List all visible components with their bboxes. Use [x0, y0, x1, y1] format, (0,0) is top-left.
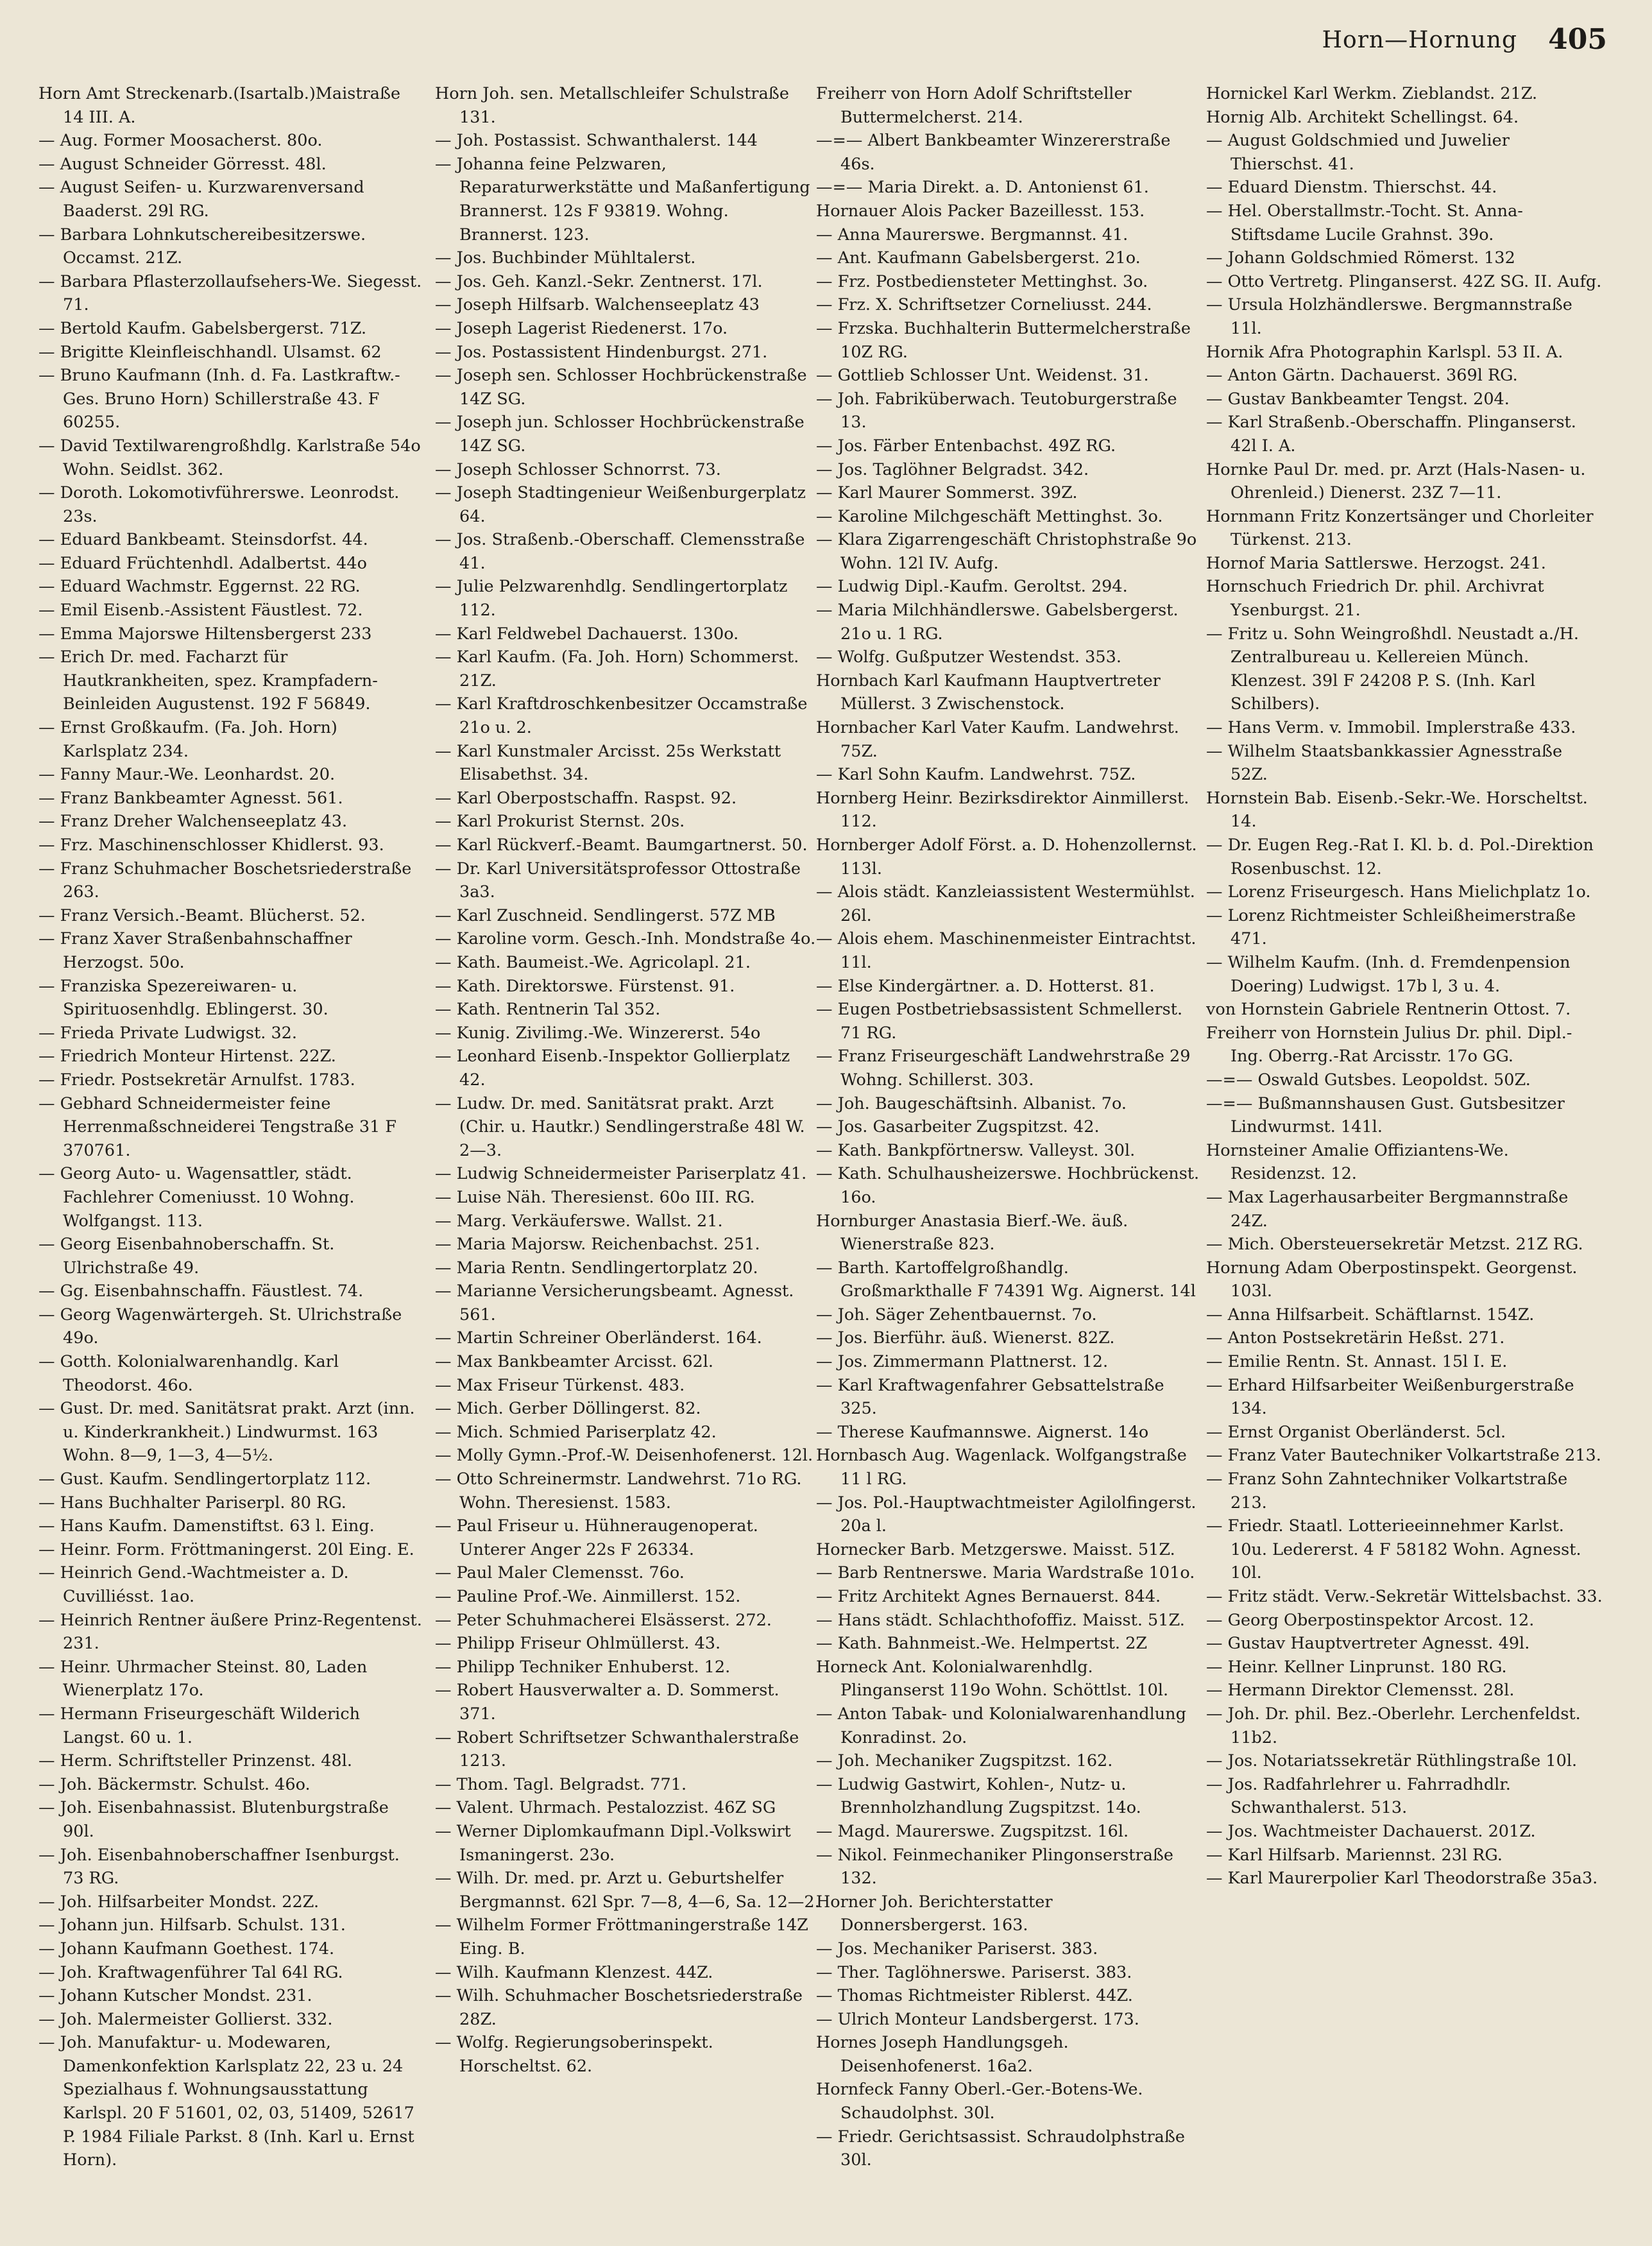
directory-entry: — Friedr. Staatl. Lotterieeinnehmer Karlst. 10u. Ledererst. 4 F 58182 Wohn. Agnesst. 10l. [1206, 1516, 1581, 1583]
directory-entry: Horner Joh. Berichterstatter Donnersbergerst. 163. [816, 1892, 1053, 1935]
directory-entry: — Paul Friseur u. Hühneraugenoperat. Unterer Anger 22s F 26334. [435, 1516, 758, 1559]
directory-entry: — Karl Maurerpolier Karl Theodorstraße 35a3. [1206, 1869, 1598, 1889]
directory-entry: — August Seifen- u. Kurzwarenversand Baaderst. 29l RG. [38, 178, 364, 221]
directory-entry: — Fritz Architekt Agnes Bernauerst. 844. [816, 1587, 1161, 1606]
directory-entry: — Jos. Färber Entenbachst. 49Z RG. [816, 436, 1116, 456]
directory-entry: Hornberg Heinr. Bezirksdirektor Ainmillerst. 112. [816, 788, 1189, 832]
directory-entry: — Joh. Kraftwagenführer Tal 64l RG. [38, 1962, 343, 1982]
directory-entry: — Jos. Mechaniker Pariserst. 383. [816, 1939, 1098, 1959]
directory-entry: — Gottlieb Schlosser Unt. Weidenst. 31. [816, 366, 1149, 386]
column-2 [435, 82, 820, 2219]
directory-entry: — Erhard Hilfsarbeiter Weißenburgerstraße 134. [1206, 1375, 1574, 1419]
directory-entry: — Klara Zigarrengeschäft Christophstraße 9o Wohn. 12l IV. Aufg. [816, 530, 1197, 573]
directory-entry: Hornauer Alois Packer Bazeillesst. 153. [816, 201, 1145, 221]
directory-entry: — Georg Auto- u. Wagensattler, städt. Fachlehrer Comeniusst. 10 Wohng. Wolfgangst. 113. [38, 1164, 355, 1231]
directory-entry: — Karl Sohn Kaufm. Landwehrst. 75Z. [816, 765, 1136, 785]
directory-entry: — Gust. Dr. med. Sanitätsrat prakt. Arzt (inn. u. Kinderkrankheit.) Lindwurmst. 163 Wohn. 8—9, 1—3, 4—5½. [38, 1399, 415, 1466]
directory-entry: — Dr. Karl Universitätsprofessor Ottostraße 3a3. [435, 859, 801, 902]
column-4 [1206, 82, 1604, 2219]
page-number: 405 [1548, 23, 1607, 56]
directory-entry: — Peter Schuhmacherei Elsässerst. 272. [435, 1610, 772, 1630]
directory-entry: — Pauline Prof.-We. Ainmillerst. 152. [435, 1587, 741, 1606]
directory-entry: — Lorenz Richtmeister Schleißheimerstraße 471. [1206, 905, 1576, 949]
directory-entry: — Karl Prokurist Sternst. 20s. [435, 812, 685, 832]
directory-entry: — August Schneider Görresst. 48l. [38, 154, 327, 174]
directory-entry: — Ludwig Schneidermeister Pariserplatz 41. [435, 1164, 807, 1184]
directory-entry: — Herm. Schriftsteller Prinzenst. 48l. [38, 1751, 352, 1771]
directory-entry: — Jos. Bierführ. äuß. Wienerst. 82Z. [816, 1328, 1115, 1348]
directory-entry: — Johann Kaufmann Goethest. 174. [38, 1939, 335, 1959]
directory-entry: — Alois städt. Kanzleiassistent Westermühlst. 26l. [816, 882, 1195, 925]
column-3 [816, 82, 1201, 2219]
directory-entry: — Martin Schreiner Oberländerst. 164. [435, 1328, 762, 1348]
directory-entry: — Hermann Direktor Clemensst. 28l. [1206, 1681, 1515, 1701]
directory-entry: —=— Oswald Gutsbes. Leopoldst. 50Z. [1206, 1070, 1531, 1090]
directory-entry: — Emilie Rentn. St. Annast. 15l I. E. [1206, 1352, 1508, 1372]
directory-entry: — Kath. Baumeist.-We. Agricolapl. 21. [435, 952, 751, 972]
directory-entry: — Kath. Bahnmeist.-We. Helmpertst. 2Z [816, 1634, 1148, 1654]
directory-entry: — Friedr. Gerichtsassist. Schraudolphstraße 30l. [816, 2127, 1185, 2170]
directory-entry: — Heinrich Gend.-Wachtmeister a. D. Cuvilliésst. 1ao. [38, 1563, 349, 1606]
directory-entry: — Georg Oberpostinspektor Arcost. 12. [1206, 1610, 1535, 1630]
directory-entry: — Hel. Oberstallmstr.-Tocht. St. Anna-Stiftsdame Lucile Grahnst. 39o. [1206, 201, 1523, 244]
directory-entry: — Kath. Bankpförtnersw. Valleyst. 30l. [816, 1140, 1136, 1160]
directory-entry: — Anna Maurerswe. Bergmannst. 41. [816, 225, 1128, 244]
directory-entry: — Else Kindergärtner. a. D. Hotterst. 81. [816, 976, 1155, 996]
directory-entry: — Frz. X. Schriftsetzer Corneliusst. 244. [816, 295, 1152, 315]
directory-entry: — Wolfg. Regierungsoberinspekt. Horscheltst. 62. [435, 2033, 713, 2076]
directory-entry: — Joh. Dr. phil. Bez.-Oberlehr. Lerchenfeldst. 11b2. [1206, 1704, 1581, 1747]
directory-entry: — Bertold Kaufm. Gabelsbergerst. 71Z. [38, 318, 367, 338]
directory-entry: — Karl Oberpostschaffn. Raspst. 92. [435, 788, 737, 808]
directory-entry: — Maria Milchhändlerswe. Gabelsbergerst. 21o u. 1 RG. [816, 601, 1179, 644]
directory-entry: — Wilhelm Staatsbankkassier Agnesstraße 52Z. [1206, 741, 1563, 785]
directory-entry: — Anton Postsekretärin Heßst. 271. [1206, 1328, 1505, 1348]
directory-entry: — Franz Dreher Walchenseeplatz 43. [38, 812, 348, 832]
directory-entry: — Wilhelm Kaufm. (Inh. d. Fremdenpension Doering) Ludwigst. 17b l, 3 u. 4. [1206, 952, 1571, 996]
directory-entry: — Johann Goldschmied Römerst. 132 [1206, 248, 1515, 268]
running-header: Horn—Hornung [1322, 27, 1517, 53]
directory-entry: — Mich. Gerber Döllingerst. 82. [435, 1399, 701, 1419]
directory-entry: — Mich. Obersteuersekretär Metzst. 21Z RG. [1206, 1235, 1583, 1255]
directory-entry: — Erich Dr. med. Facharzt für Hautkrankheiten, spez. Krampfadern-Beinleiden Augustenst. 192 F 56849. [38, 647, 378, 714]
directory-entry: — Ther. Taglöhnerswe. Pariserst. 383. [816, 1962, 1132, 1982]
directory-entry: — Jos. Postassistent Hindenburgst. 271. [435, 342, 768, 362]
directory-entry: — Wilh. Kaufmann Klenzest. 44Z. [435, 1962, 713, 1982]
directory-entry: — Friedr. Postsekretär Arnulfst. 1783. [38, 1070, 355, 1090]
directory-entry: — Franz Schuhmacher Boschetsriederstraße 263. [38, 859, 412, 902]
directory-entry: — Magd. Maurerswe. Zugspitzst. 16l. [816, 1821, 1129, 1841]
directory-entry: — Gustav Hauptvertreter Agnesst. 49l. [1206, 1634, 1530, 1654]
directory-entry: — Kath. Rentnerin Tal 352. [435, 1000, 661, 1020]
directory-entry: — Wilh. Dr. med. pr. Arzt u. Geburtshelfer Bergmannst. 62l Spr. 7—8, 4—6, Sa. 12—2. [435, 1869, 820, 1912]
directory-entry: Hornbach Karl Kaufmann Hauptvertreter Müllerst. 3 Zwischenstock. [816, 671, 1161, 714]
directory-entry: Hornof Maria Sattlerswe. Herzogst. 241. [1206, 553, 1546, 573]
directory-entry: — Ludwig Gastwirt, Kohlen-, Nutz- u. Brennholzhandlung Zugspitzst. 14o. [816, 1774, 1141, 1818]
directory-entry: — Gotth. Kolonialwarenhandlg. Karl Theodorst. 46o. [38, 1352, 339, 1395]
directory-entry: — Eduard Dienstm. Thierschst. 44. [1206, 178, 1497, 198]
directory-entry: — Joh. Säger Zehentbauernst. 7o. [816, 1305, 1097, 1324]
directory-entry: — Otto Schreinermstr. Landwehrst. 71o RG. Wohn. Theresienst. 1583. [435, 1470, 802, 1513]
directory-entry: — Paul Maler Clemensst. 76o. [435, 1563, 685, 1583]
directory-entry: Hornickel Karl Werkm. Zieblandst. 21Z. [1206, 84, 1538, 103]
directory-entry: Hornberger Adolf Först. a. D. Hohenzollernst. 113l. [816, 836, 1197, 879]
directory-entry: — Anna Hilfsarbeit. Schäftlarnst. 154Z. [1206, 1305, 1535, 1324]
directory-entry: — Brigitte Kleinfleischhandl. Ulsamst. 62 [38, 342, 382, 362]
directory-entry: — Jos. Taglöhner Belgradst. 342. [816, 459, 1089, 479]
directory-entry: — Therese Kaufmannswe. Aignerst. 14o [816, 1422, 1149, 1442]
directory-entry: — Barth. Kartoffelgroßhandlg. Großmarkthalle F 74391 Wg. Aignerst. 14l [816, 1258, 1196, 1301]
directory-entry: — Joseph Stadtingenieur Weißenburgerplatz 64. [435, 483, 806, 526]
directory-entry: — Joh. Hilfsarbeiter Mondst. 22Z. [38, 1892, 319, 1912]
directory-entry: Hornburger Anastasia Bierf.-We. äuß. Wienerstraße 823. [816, 1211, 1128, 1255]
directory-entry: — Joh. Eisenbahnoberschaffner Isenburgst. 73 RG. [38, 1845, 400, 1889]
directory-entry: — Wilh. Schuhmacher Boschetsriederstraße 28Z. [435, 1986, 803, 2029]
directory-entry: Hornik Afra Photographin Karlspl. 53 II. A. [1206, 342, 1563, 362]
directory-entry: — Otto Vertretg. Plinganserst. 42Z SG. II. Aufg. [1206, 271, 1602, 291]
directory-entry: — Karl Zuschneid. Sendlingerst. 57Z MB [435, 905, 776, 925]
directory-entry: — Johanna feine Pelzwaren, Reparaturwerkstätte und Maßanfertigung Brannerst. 12s F 93819. Wohng. Brannerst. 123. [435, 154, 810, 244]
directory-entry: — Leonhard Eisenb.-Inspektor Gollierplatz 42. [435, 1047, 790, 1090]
directory-entry: — Johann Kutscher Mondst. 231. [38, 1986, 312, 2006]
directory-entry: — Maria Rentn. Sendlingertorplatz 20. [435, 1258, 758, 1278]
directory-entry: — Kunig. Zivilimg.-We. Winzererst. 54o [435, 1023, 761, 1043]
directory-entry: — Molly Gymn.-Prof.-W. Deisenhofenerst. 12l. [435, 1446, 813, 1466]
directory-entry: — Ernst Großkaufm. (Fa. Joh. Horn) Karlsplatz 234. [38, 718, 337, 761]
directory-entry: — Frzska. Buchhalterin Buttermelcherstraße 10Z RG. [816, 318, 1191, 362]
directory-entry: — Karl Kraftwagenfahrer Gebsattelstraße 325. [816, 1375, 1164, 1419]
directory-entry: — Johann jun. Hilfsarb. Schulst. 131. [38, 1916, 346, 1935]
directory-entry: — Wilhelm Former Fröttmaningerstraße 14Z Eing. B. [435, 1916, 808, 1959]
directory-entry: — Ulrich Monteur Landsbergerst. 173. [816, 2009, 1139, 2029]
directory-entry: —=— Albert Bankbeamter Winzererstraße 46s. [816, 131, 1171, 174]
directory-entry: — Karoline vorm. Gesch.-Inh. Mondstraße 4o. [435, 929, 816, 949]
directory-entry: — Gust. Kaufm. Sendlingertorplatz 112. [38, 1470, 371, 1489]
directory-entry: Hornsteiner Amalie Offiziantens-We. Residenzst. 12. [1206, 1140, 1509, 1184]
directory-entry: — Fanny Maur.-We. Leonhardst. 20. [38, 765, 336, 785]
directory-entry: — Joh. Postassist. Schwanthalerst. 144 [435, 131, 758, 151]
directory-entry: — Julie Pelzwarenhdlg. Sendlingertorplatz 112. [435, 577, 788, 621]
directory-entry: — Gebhard Schneidermeister feine Herrenmaßschneiderei Tengstraße 31 F 370761. [38, 1093, 397, 1160]
directory-entry: — Wolfg. Gußputzer Westendst. 353. [816, 647, 1121, 667]
directory-entry: — Mich. Schmied Pariserplatz 42. [435, 1422, 717, 1442]
directory-entry: Hornbasch Aug. Wagenlack. Wolfgangstraße 11 l RG. [816, 1446, 1187, 1489]
directory-entry: — Frz. Maschinenschlosser Khidlerst. 93. [38, 836, 384, 855]
directory-entry: — Joseph Schlosser Schnorrst. 73. [435, 459, 721, 479]
directory-entry: — Fritz städt. Verw.-Sekretär Wittelsbachst. 33. [1206, 1587, 1603, 1606]
directory-entry: — Valent. Uhrmach. Pestalozzist. 46Z SG [435, 1798, 776, 1818]
directory-entry: — Hans Kaufm. Damenstiftst. 63 l. Eing. [38, 1516, 375, 1536]
directory-entry: — Gg. Eisenbahnschaffn. Fäustlest. 74. [38, 1282, 364, 1301]
directory-entry: Hornung Adam Oberpostinspekt. Georgenst. 103l. [1206, 1258, 1578, 1301]
directory-entry: — Georg Eisenbahnoberschaffn. St. Ulrichstraße 49. [38, 1235, 335, 1278]
directory-entry: — Ant. Kaufmann Gabelsbergerst. 21o. [816, 248, 1141, 268]
directory-entry: — Franziska Spezereiwaren- u. Spirituosenhdlg. Eblingerst. 30. [38, 976, 328, 1020]
directory-entry: Freiherr von Horn Adolf Schriftsteller Buttermelcherst. 214. [816, 84, 1132, 127]
directory-entry: — Karl Rückverf.-Beamt. Baumgartnerst. 50. [435, 836, 808, 855]
directory-entry: — Karl Kraftdroschkenbesitzer Occamstraße 21o u. 2. [435, 694, 808, 738]
directory-entry: — David Textilwarengroßhdlg. Karlstraße 54o Wohn. Seidlst. 362. [38, 436, 421, 479]
directory-entry: — Ludwig Dipl.-Kaufm. Geroltst. 294. [816, 577, 1128, 597]
directory-entry: — Joh. Manufaktur- u. Modewaren, Damenkonfektion Karlsplatz 22, 23 u. 24 Spezialhaus f. Wohnungsausstattung Karlspl. 20 F 51601, 02, 03, 51409, 52617 P. 1984 Filiale Parkst. 8 (Inh. Karl u. Ernst Horn). [38, 2033, 414, 2170]
directory-entry: — Hans Buchhalter Pariserpl. 80 RG. [38, 1493, 346, 1513]
directory-entry: — Maria Majorsw. Reichenbachst. 251. [435, 1235, 760, 1255]
directory-entry: —=— Bußmannshausen Gust. Gutsbesitzer Lindwurmst. 141l. [1206, 1093, 1565, 1137]
directory-entry: — Doroth. Lokomotivführerswe. Leonrodst. 23s. [38, 483, 400, 526]
directory-entry: — Joseph Lagerist Riedenerst. 17o. [435, 318, 728, 338]
directory-entry: — Franz Bankbeamter Agnesst. 561. [38, 788, 343, 808]
directory-entry: — Karoline Milchgeschäft Mettinghst. 3o. [816, 506, 1163, 526]
directory-entry: — Heinr. Form. Fröttmaningerst. 20l Eing. E. [38, 1539, 414, 1559]
directory-entry: — Alois ehem. Maschinenmeister Eintrachtst. 11l. [816, 929, 1196, 972]
directory-entry: — Franz Friseurgeschäft Landwehrstraße 29 Wohng. Schillerst. 303. [816, 1047, 1191, 1090]
directory-entry: — Frz. Postbediensteter Mettinghst. 3o. [816, 271, 1148, 291]
directory-entry: — Joh. Bäckermstr. Schulst. 46o. [38, 1774, 311, 1794]
directory-entry: — Jos. Radfahrlehrer u. Fahrradhdlr. Schwanthalerst. 513. [1206, 1774, 1511, 1818]
directory-entry: — Barbara Pflasterzollaufsehers-We. Siegesst. 71. [38, 271, 422, 315]
directory-entry: — Heinr. Uhrmacher Steinst. 80, Laden Wienerplatz 17o. [38, 1657, 368, 1701]
directory-entry: — Ludw. Dr. med. Sanitätsrat prakt. Arzt (Chir. u. Hautkr.) Sendlingerstraße 48l W. 2—3. [435, 1093, 805, 1160]
directory-entry: — Philipp Friseur Ohlmüllerst. 43. [435, 1634, 721, 1654]
directory-entry: — Bruno Kaufmann (Inh. d. Fa. Lastkraftw.-Ges. Bruno Horn) Schillerstraße 43. F 60255. [38, 366, 400, 433]
directory-entry: — Emil Eisenb.-Assistent Fäustlest. 72. [38, 601, 363, 621]
directory-entry: Hornschuch Friedrich Dr. phil. Archivrat Ysenburgst. 21. [1206, 577, 1544, 621]
directory-entry: von Hornstein Gabriele Rentnerin Ottost. 7. [1206, 1000, 1571, 1020]
directory-entry: Hornes Joseph Handlungsgeh. Deisenhofenerst. 16a2. [816, 2033, 1069, 2076]
directory-entry: — Barbara Lohnkutschereibesitzerswe. Occamst. 21Z. [38, 225, 366, 268]
directory-entry: — Kath. Schulhausheizerswe. Hochbrückenst. 16o. [816, 1164, 1200, 1207]
directory-entry: — Aug. Former Moosacherst. 80o. [38, 131, 323, 151]
directory-entry: — Jos. Pol.-Hauptwachtmeister Agilolfingerst. 20a l. [816, 1493, 1196, 1536]
directory-entry: Horneck Ant. Kolonialwarenhdlg. Plinganserst 119o Wohn. Schöttlst. 10l. [816, 1657, 1169, 1701]
directory-entry: — Karl Kunstmaler Arcisst. 25s Werkstatt Elisabethst. 34. [435, 741, 781, 785]
directory-entry: — Ernst Organist Oberländerst. 5cl. [1206, 1422, 1506, 1442]
directory-entry: — Werner Diplomkaufmann Dipl.-Volkswirt Ismaningerst. 23o. [435, 1821, 791, 1865]
directory-entry: Hornbacher Karl Vater Kaufm. Landwehrst. 75Z. [816, 718, 1179, 761]
directory-entry: — Franz Vater Bautechniker Volkartstraße 213. [1206, 1446, 1601, 1466]
directory-entry: — Karl Hilfsarb. Mariennst. 23l RG. [1206, 1845, 1503, 1865]
directory-entry: — Franz Versich.-Beamt. Blücherst. 52. [38, 905, 366, 925]
directory-entry: — Ursula Holzhändlerswe. Bergmannstraße 11l. [1206, 295, 1572, 338]
directory-entry: — Joh. Fabriküberwach. Teutoburgerstraße 13. [816, 389, 1177, 433]
directory-entry: — Joh. Baugeschäftsinh. Albanist. 7o. [816, 1093, 1127, 1113]
directory-entry: — Lorenz Friseurgesch. Hans Mielichplatz 1o. [1206, 882, 1591, 902]
directory-entry: — Luise Näh. Theresienst. 60o III. RG. [435, 1187, 755, 1207]
directory-entry: — Fritz u. Sohn Weingroßhdl. Neustadt a./H. Zentralbureau u. Kellereien Münch. Klenzest. 39l F 24208 P. S. (Inh. Karl Schilbers). [1206, 624, 1579, 714]
directory-entry: — Kath. Direktorswe. Fürstenst. 91. [435, 976, 735, 996]
directory-entry: — Joseph jun. Schlosser Hochbrückenstraße 14Z SG. [435, 413, 805, 456]
directory-entry: — Thom. Tagl. Belgradst. 771. [435, 1774, 687, 1794]
directory-entry: —=— Maria Direkt. a. D. Antonienst 61. [816, 178, 1149, 198]
directory-entry: — Georg Wagenwärtergeh. St. Ulrichstraße 49o. [38, 1305, 402, 1348]
directory-entry: — Barb Rentnerswe. Maria Wardstraße 101o. [816, 1563, 1195, 1583]
directory-entry: — Karl Feldwebel Dachauerst. 130o. [435, 624, 739, 644]
directory-entry: — Eugen Postbetriebsassistent Schmellerst. 71 RG. [816, 1000, 1183, 1043]
directory-entry: — Nikol. Feinmechaniker Plingonserstraße 132. [816, 1845, 1174, 1889]
directory-entry: — Jos. Zimmermann Plattnerst. 12. [816, 1352, 1109, 1372]
directory-entry: Horn Joh. sen. Metallschleifer Schulstraße 131. [435, 84, 789, 127]
directory-entry: Hornmann Fritz Konzertsänger und Chorleiter Türkenst. 213. [1206, 506, 1594, 550]
directory-entry: — Joseph Hilfsarb. Walchenseeplatz 43 [435, 295, 760, 315]
directory-entry: — Hans städt. Schlachthofoffiz. Maisst. 51Z. [816, 1610, 1185, 1630]
directory-entry: — Gustav Bankbeamter Tengst. 204. [1206, 389, 1510, 409]
directory-entry: — Jos. Wachtmeister Dachauerst. 201Z. [1206, 1821, 1536, 1841]
directory-entry: — Eduard Bankbeamt. Steinsdorfst. 44. [38, 530, 368, 550]
directory-entry: — Anton Gärtn. Dachauerst. 369l RG. [1206, 366, 1518, 386]
directory-entry: — Max Bankbeamter Arcisst. 62l. [435, 1352, 714, 1372]
directory-entry: — Thomas Richtmeister Riblerst. 44Z. [816, 1986, 1133, 2006]
directory-entry: Freiherr von Hornstein Julius Dr. phil. Dipl.-Ing. Oberrg.-Rat Arcisstr. 17o GG. [1206, 1023, 1572, 1067]
directory-entry: — Robert Hausverwalter a. D. Sommerst. 371. [435, 1681, 779, 1724]
directory-entry: — Robert Schriftsetzer Schwanthalerstraße 1213. [435, 1727, 799, 1771]
directory-entry: — Eduard Wachmstr. Eggernst. 22 RG. [38, 577, 361, 597]
directory-entry: — Jos. Notariatssekretär Rüthlingstraße 10l. [1206, 1751, 1578, 1771]
directory-entry: — Joh. Mechaniker Zugspitzst. 162. [816, 1751, 1113, 1771]
directory-entry: — Karl Maurer Sommerst. 39Z. [816, 483, 1078, 503]
directory-entry: — Marianne Versicherungsbeamt. Agnesst. 561. [435, 1282, 794, 1324]
directory-entry: Hornstein Bab. Eisenb.-Sekr.-We. Horscheltst. 14. [1206, 788, 1588, 832]
directory-entry: — Jos. Geh. Kanzl.-Sekr. Zentnerst. 17l. [435, 271, 763, 291]
directory-entry: — Joseph sen. Schlosser Hochbrückenstraße 14Z SG. [435, 366, 807, 409]
column-1 [38, 82, 423, 2219]
directory-entry: — Marg. Verkäuferswe. Wallst. 21. [435, 1211, 723, 1231]
directory-entry: — Max Friseur Türkenst. 483. [435, 1375, 685, 1395]
directory-entry: — Hermann Friseurgeschäft Wilderich Langst. 60 u. 1. [38, 1704, 361, 1747]
directory-entry: Horn Amt Streckenarb.(Isartalb.)Maistraße 14 III. A. [38, 84, 401, 127]
directory-entry: — Hans Verm. v. Immobil. Implerstraße 433. [1206, 718, 1576, 738]
directory-entry: — Jos. Gasarbeiter Zugspitzst. 42. [816, 1117, 1100, 1137]
directory-entry: — Jos. Buchbinder Mühltalerst. [435, 248, 696, 268]
directory-entry: — Joh. Eisenbahnassist. Blutenburgstraße 90l. [38, 1798, 389, 1841]
directory-entry: — Karl Kaufm. (Fa. Joh. Horn) Schommerst. 21Z. [435, 647, 799, 690]
directory-entry: — Jos. Straßenb.-Oberschaff. Clemensstraße 41. [435, 530, 805, 573]
directory-entry: — Emma Majorswe Hiltensbergerst 233 [38, 624, 372, 644]
directory-entry: — Karl Straßenb.-Oberschaffn. Plinganserst. 42l I. A. [1206, 413, 1576, 456]
directory-entry: Hornke Paul Dr. med. pr. Arzt (Hals-Nasen- u. Ohrenleid.) Dienerst. 23Z 7—11. [1206, 459, 1586, 503]
directory-entry: Hornecker Barb. Metzgerswe. Maisst. 51Z. [816, 1539, 1175, 1559]
directory-entry: Hornig Alb. Architekt Schellingst. 64. [1206, 107, 1519, 127]
directory-entry: — August Goldschmied und Juwelier Thierschst. 41. [1206, 131, 1510, 174]
directory-entry: — Heinr. Kellner Linprunst. 180 RG. [1206, 1657, 1507, 1677]
directory-entry: — Dr. Eugen Reg.-Rat I. Kl. b. d. Pol.-Direktion Rosenbuschst. 12. [1206, 836, 1594, 879]
directory-entry: — Heinrich Rentner äußere Prinz-Regentenst. 231. [38, 1610, 422, 1654]
directory-entry: — Frieda Private Ludwigst. 32. [38, 1023, 298, 1043]
directory-entry: — Franz Xaver Straßenbahnschaffner Herzogst. 50o. [38, 929, 352, 972]
directory-entry: — Franz Sohn Zahntechniker Volkartstraße 213. [1206, 1470, 1568, 1513]
directory-entry: — Max Lagerhausarbeiter Bergmannstraße 24Z. [1206, 1187, 1569, 1231]
directory-entry: — Eduard Früchtenhdl. Adalbertst. 44o [38, 553, 367, 573]
directory-entry: — Friedrich Monteur Hirtenst. 22Z. [38, 1047, 336, 1067]
directory-entry: — Joh. Malermeister Gollierst. 332. [38, 2009, 333, 2029]
directory-entry: — Anton Tabak- und Kolonialwarenhandlung Konradinst. 2o. [816, 1704, 1186, 1747]
directory-entry: — Philipp Techniker Enhuberst. 12. [435, 1657, 731, 1677]
directory-entry: Hornfeck Fanny Oberl.-Ger.-Botens-We. Schaudolphst. 30l. [816, 2080, 1143, 2123]
